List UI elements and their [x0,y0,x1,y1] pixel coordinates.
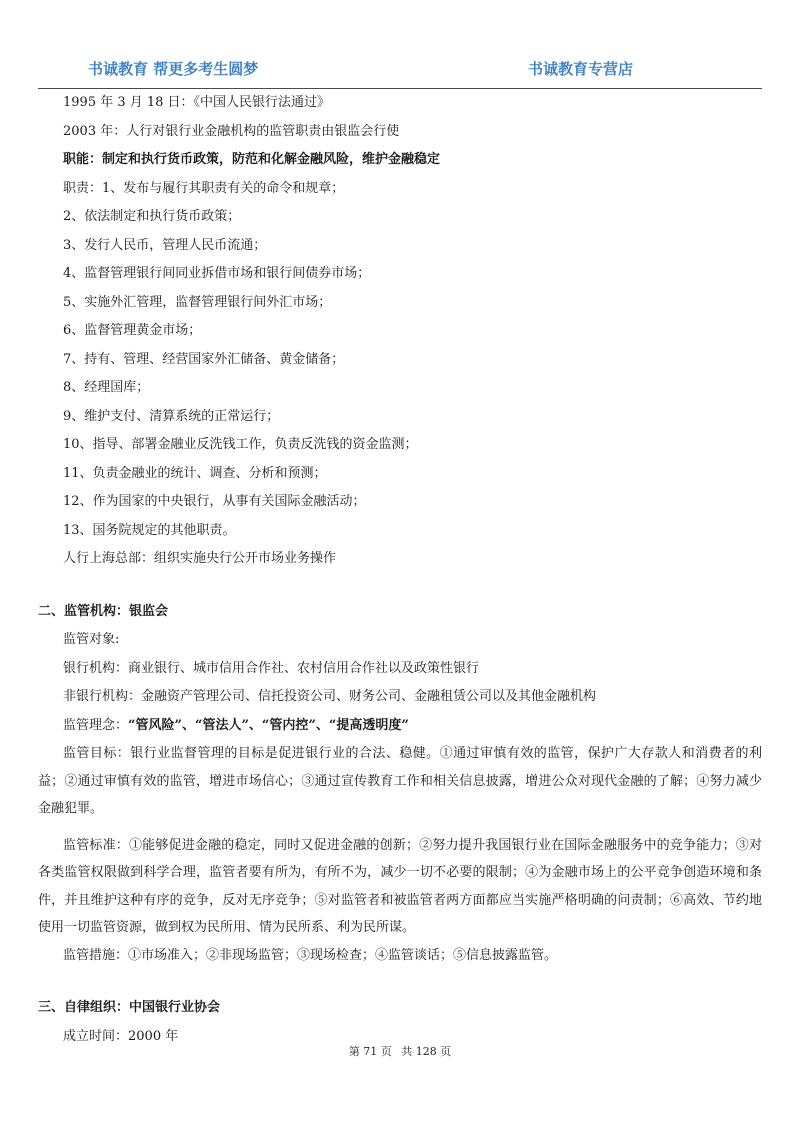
concept-value: “管风险”、“管法人”、“管内控”、“提高透明度” [128,717,409,733]
list-item: 12、作为国家的中央银行，从事有关国际金融活动； [63,494,366,509]
list-item: 7、持有、管理、经营国家外汇储备、黄金储备； [63,351,345,367]
header-right-title: 书诚教育专营店 [528,60,634,78]
text-line: 人行上海总部：组织实施央行公开市场业务操作 [63,551,337,566]
header-left-title: 书诚教育 帮更多考生圆梦 [88,60,259,78]
list-item: 10、指导、部署金融业反洗钱工作，负责反洗钱的资金监测； [63,437,418,452]
list-item: 9、维护支付、清算系统的正常运行； [63,408,280,424]
functions-heading: 职能：制定和执行货币政策，防范和化解金融风险，维护金融稳定 [63,152,441,167]
list-item: 13、国务院规定的其他职责。 [63,522,236,538]
page-number: 第 71 页 [348,1045,392,1058]
text-line: 非银行机构：金融资产管理公司、信托投资公司、财务公司、金融租赁公司以及其他金融机构 [63,689,597,704]
concept-line [38,712,762,741]
text-line: 2003 年：人行对银行业金融机构的监管职责由银监会行使 [63,123,400,139]
list-item: 5、实施外汇管理，监督管理银行间外汇市场； [63,294,332,310]
concept-label: 监管理念： [63,717,129,733]
page-total: 共 128 页 [401,1045,452,1058]
section-heading: 三、自律组织：中国银行业协会 [38,1000,221,1015]
list-item: 3、发行人民币，管理人民币流通； [63,237,267,253]
text-line: 银行机构：商业银行、城市信用合作社、农村信用合作社以及政策性银行 [63,660,480,676]
page-footer [0,1043,800,1059]
goal-paragraph: 监管目标：银行业监督管理的目标是促进银行业的合法、稳健。①通过审慎有效的监管，保护广大存款人和消费者的利益；②通过审慎有效的监管，增进市场信心；③通过宣传教育工作和相关信息披露，增进公众对现代金融的了解；④努力减少金融犯罪。 [38,746,762,816]
list-item: 6、监督管理黄金市场； [63,323,202,338]
list-item: 8、经理国库； [63,380,150,395]
section-heading: 二、监管机构：银监会 [38,603,169,619]
text-line: 成立时间：2000 年 [63,1028,179,1044]
list-item: 2、依法制定和执行货币政策； [63,209,241,224]
list-item: 4、监督管理银行间同业拆借市场和银行间债券市场； [63,266,371,281]
document-body [38,89,762,1051]
text-line: 监管措施：①市场准入；②非现场监管；③现场检查；④监管谈话；⑤信息披露监管。 [63,947,558,963]
text-line: 职责：1、发布与履行其职责有关的命令和规章； [63,180,345,196]
text-line: 1995 年 3 月 18 日：《中国人民银行法通过》 [63,95,331,110]
standard-paragraph: 监管标准：①能够促进金融的稳定，同时又促进金融的创新；②努力提升我国银行业在国际金融服务中的竞争能力；③对各类监管权限做到科学合理，监管者要有所为，有所不为，减少一切不必要的限制；④为金融市场上的公平竞争创造环境和条件，并且维护这种有序的竞争，反对无序竞争；⑤对监管者和被监管者两方面都应当实施严格明确的问责制；⑥高效、节约地使用一切监管资源，做到权为民所用、情为民所系、利为民所谋。 [38,837,762,935]
text-line: 监管对象: [63,632,120,647]
list-item: 11、负责金融业的统计、调查、分析和预测； [63,465,327,481]
